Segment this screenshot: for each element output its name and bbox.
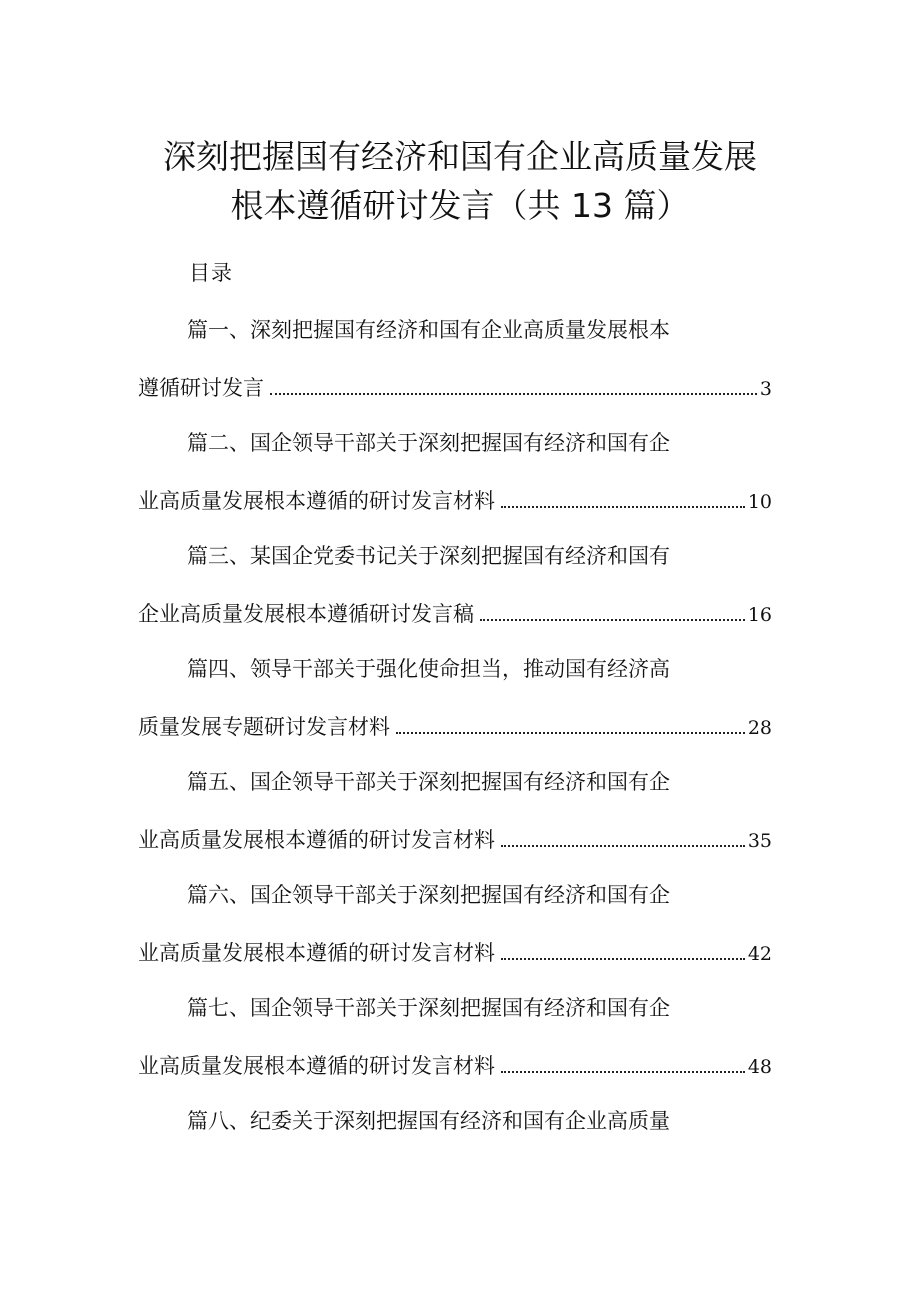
dot-leader — [501, 1071, 745, 1073]
toc-entry-2-line — [138, 484, 772, 512]
toc-entry-1-line — [138, 371, 772, 399]
dot-leader — [270, 393, 757, 395]
toc-entry-3-page: 16 — [747, 604, 772, 626]
document-title-line-1: 深刻把握国有经济和国有企业高质量发展 — [163, 137, 757, 176]
toc-heading: 目录 — [189, 261, 233, 285]
dot-leader — [501, 958, 745, 960]
toc-entry-4-title-line: 篇四、领导干部关于强化使命担当，推动国有经济高 — [187, 657, 670, 681]
toc-entry-7-page: 48 — [747, 1056, 772, 1078]
toc-entry-4-line — [138, 710, 772, 738]
toc-entry-7-line — [138, 1049, 772, 1077]
toc-entry-7-title-line: 篇七、国企领导干部关于深刻把握国有经济和国有企 — [187, 996, 670, 1020]
toc-entry-1-title-line: 篇一、深刻把握国有经济和国有企业高质量发展根本 — [187, 318, 670, 342]
dot-leader — [396, 732, 745, 734]
toc-entry-7-title-continued: 业高质量发展根本遵循的研讨发言材料 — [138, 1054, 495, 1078]
toc-entry-5-title-line: 篇五、国企领导干部关于深刻把握国有经济和国有企 — [187, 770, 670, 794]
toc-entry-3-title-line: 篇三、某国企党委书记关于深刻把握国有经济和国有 — [187, 544, 670, 568]
toc-entry-2-title-continued: 业高质量发展根本遵循的研讨发言材料 — [138, 489, 495, 513]
dot-leader — [501, 506, 745, 508]
toc-entry-4-page: 28 — [747, 717, 772, 739]
dot-leader — [480, 619, 745, 621]
toc-entry-6-page: 42 — [747, 943, 772, 965]
dot-leader — [501, 845, 745, 847]
toc-entry-5-title-continued: 业高质量发展根本遵循的研讨发言材料 — [138, 828, 495, 852]
toc-entry-5-line — [138, 823, 772, 851]
document-title-line-2: 根本遵循研讨发言（共 13 篇） — [230, 186, 690, 225]
toc-entry-5-page: 35 — [747, 830, 772, 852]
toc-entry-1-title-continued: 遵循研讨发言 — [138, 376, 264, 400]
toc-entry-4-title-continued: 质量发展专题研讨发言材料 — [138, 715, 390, 739]
toc-entry-6-title-continued: 业高质量发展根本遵循的研讨发言材料 — [138, 941, 495, 965]
toc-entry-6-line — [138, 936, 772, 964]
toc-entry-6-title-line: 篇六、国企领导干部关于深刻把握国有经济和国有企 — [187, 883, 670, 907]
toc-entry-3-title-continued: 企业高质量发展根本遵循研讨发言稿 — [138, 602, 474, 626]
toc-entry-3-line — [138, 597, 772, 625]
toc-entry-2-page: 10 — [747, 491, 772, 513]
toc-entry-2-title-line: 篇二、国企领导干部关于深刻把握国有经济和国有企 — [187, 431, 670, 455]
toc-entry-8-title-line: 篇八、纪委关于深刻把握国有经济和国有企业高质量 — [187, 1109, 670, 1133]
toc-entry-1-page: 3 — [759, 378, 772, 400]
